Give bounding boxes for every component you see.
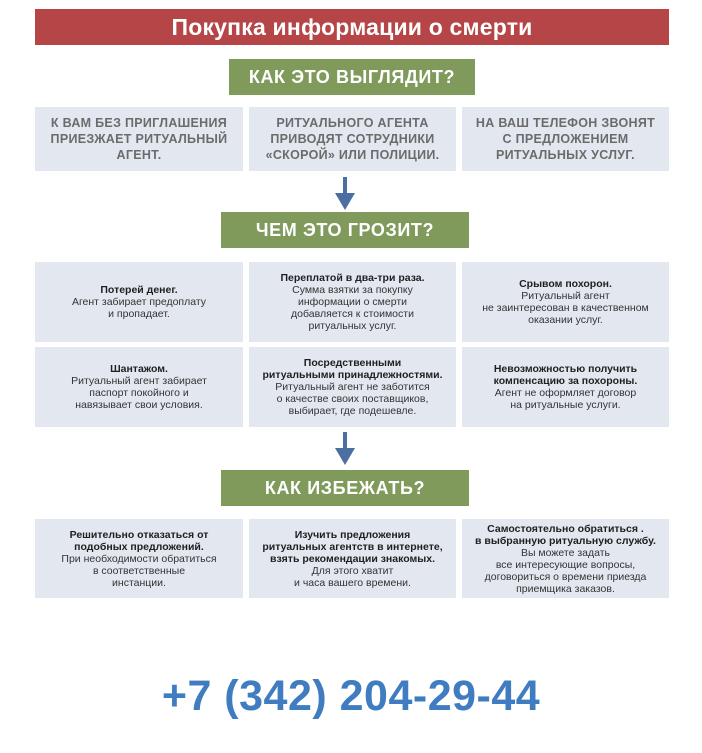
threat-title: Невозможностью получить компенсацию за похороны. xyxy=(493,363,638,387)
phone-number-text: +7 (342) 204-29-44 xyxy=(161,671,541,720)
threat-title: Срывом похорон. xyxy=(519,278,612,290)
section-heading-how-to-avoid xyxy=(221,470,469,506)
avoid-box-research xyxy=(249,519,456,598)
arrow-down-icon xyxy=(334,432,356,466)
page-title xyxy=(35,9,669,45)
appearance-text: НА ВАШ ТЕЛЕФОН ЗВОНЯТ С ПРЕДЛОЖЕНИЕМ РИТУАЛЬНЫХ УСЛУГ. xyxy=(475,116,656,162)
section-heading-text: ЧЕМ ЭТО ГРОЗИТ? xyxy=(255,219,435,240)
threat-title: Потерей денег. xyxy=(100,284,178,296)
appearance-box-agent-arrives xyxy=(35,107,243,171)
avoid-text: При необходимости обратиться в соответственные инстанции. xyxy=(61,552,217,589)
avoid-box-contact-service xyxy=(462,519,669,598)
appearance-box-phone-call xyxy=(462,107,669,171)
arrow-down-icon xyxy=(334,177,356,211)
threat-box-overpayment xyxy=(249,262,456,342)
avoid-text: Вы можете задать все интересующие вопросы, договориться о времени приезда приемщика заказов. xyxy=(484,546,647,595)
threat-box-poor-supplies xyxy=(249,347,456,427)
section-heading-text: КАК ИЗБЕЖАТЬ? xyxy=(264,477,426,498)
section-heading-how-it-looks xyxy=(229,59,475,95)
threat-text: Ритуальный агент забирает паспорт покойного и навязывает свои условия. xyxy=(71,375,207,411)
threat-title: Посредственными ритуальными принадлежностями. xyxy=(262,357,443,381)
threat-text: Агент забирает предоплату и пропадает. xyxy=(71,296,207,320)
threat-title: Шантажом. xyxy=(110,363,168,375)
threat-text: Ритуальный агент не заботится о качестве своих поставщиков, выбирает, где подешевле. xyxy=(275,381,430,417)
threat-title: Переплатой в два-три раза. xyxy=(280,272,425,284)
threat-box-money-loss xyxy=(35,262,243,342)
appearance-text: К ВАМ БЕЗ ПРИГЛАШЕНИЯ ПРИЕЗЖАЕТ РИТУАЛЬНЫЙ АГЕНТ. xyxy=(50,116,228,162)
threat-box-funeral-disruption xyxy=(462,262,669,342)
section-heading-text: КАК ЭТО ВЫГЛЯДИТ? xyxy=(248,66,456,87)
avoid-title: Самостоятельно обратиться . в выбранную ритуальную службу. xyxy=(475,522,656,547)
threat-box-no-compensation xyxy=(462,347,669,427)
page-title-text: Покупка информации о смерти xyxy=(171,13,533,40)
threat-text: Ритуальный агент не заинтересован в качественном оказании услуг. xyxy=(482,290,649,326)
avoid-title: Изучить предложения ритуальных агентств в интернете, взять рекомендации знакомых. xyxy=(262,528,443,565)
appearance-box-ambulance-police xyxy=(249,107,456,171)
avoid-text: Для этого хватит и часа вашего времени. xyxy=(294,564,411,589)
avoid-title: Решительно отказаться от подобных предложений. xyxy=(69,528,209,553)
threat-box-blackmail xyxy=(35,347,243,427)
threat-text: Сумма взятки за покупку информации о смерти добавляется к стоимости ритуальных услуг. xyxy=(291,284,414,332)
appearance-text: РИТУАЛЬНОГО АГЕНТА ПРИВОДЯТ СОТРУДНИКИ «СКОРОЙ» ИЛИ ПОЛИЦИИ. xyxy=(265,116,440,162)
threat-text: Агент не оформляет договор на ритуальные услуги. xyxy=(494,387,637,411)
section-heading-threats xyxy=(221,212,469,248)
avoid-box-refuse xyxy=(35,519,243,598)
phone-number[interactable] xyxy=(0,668,702,724)
